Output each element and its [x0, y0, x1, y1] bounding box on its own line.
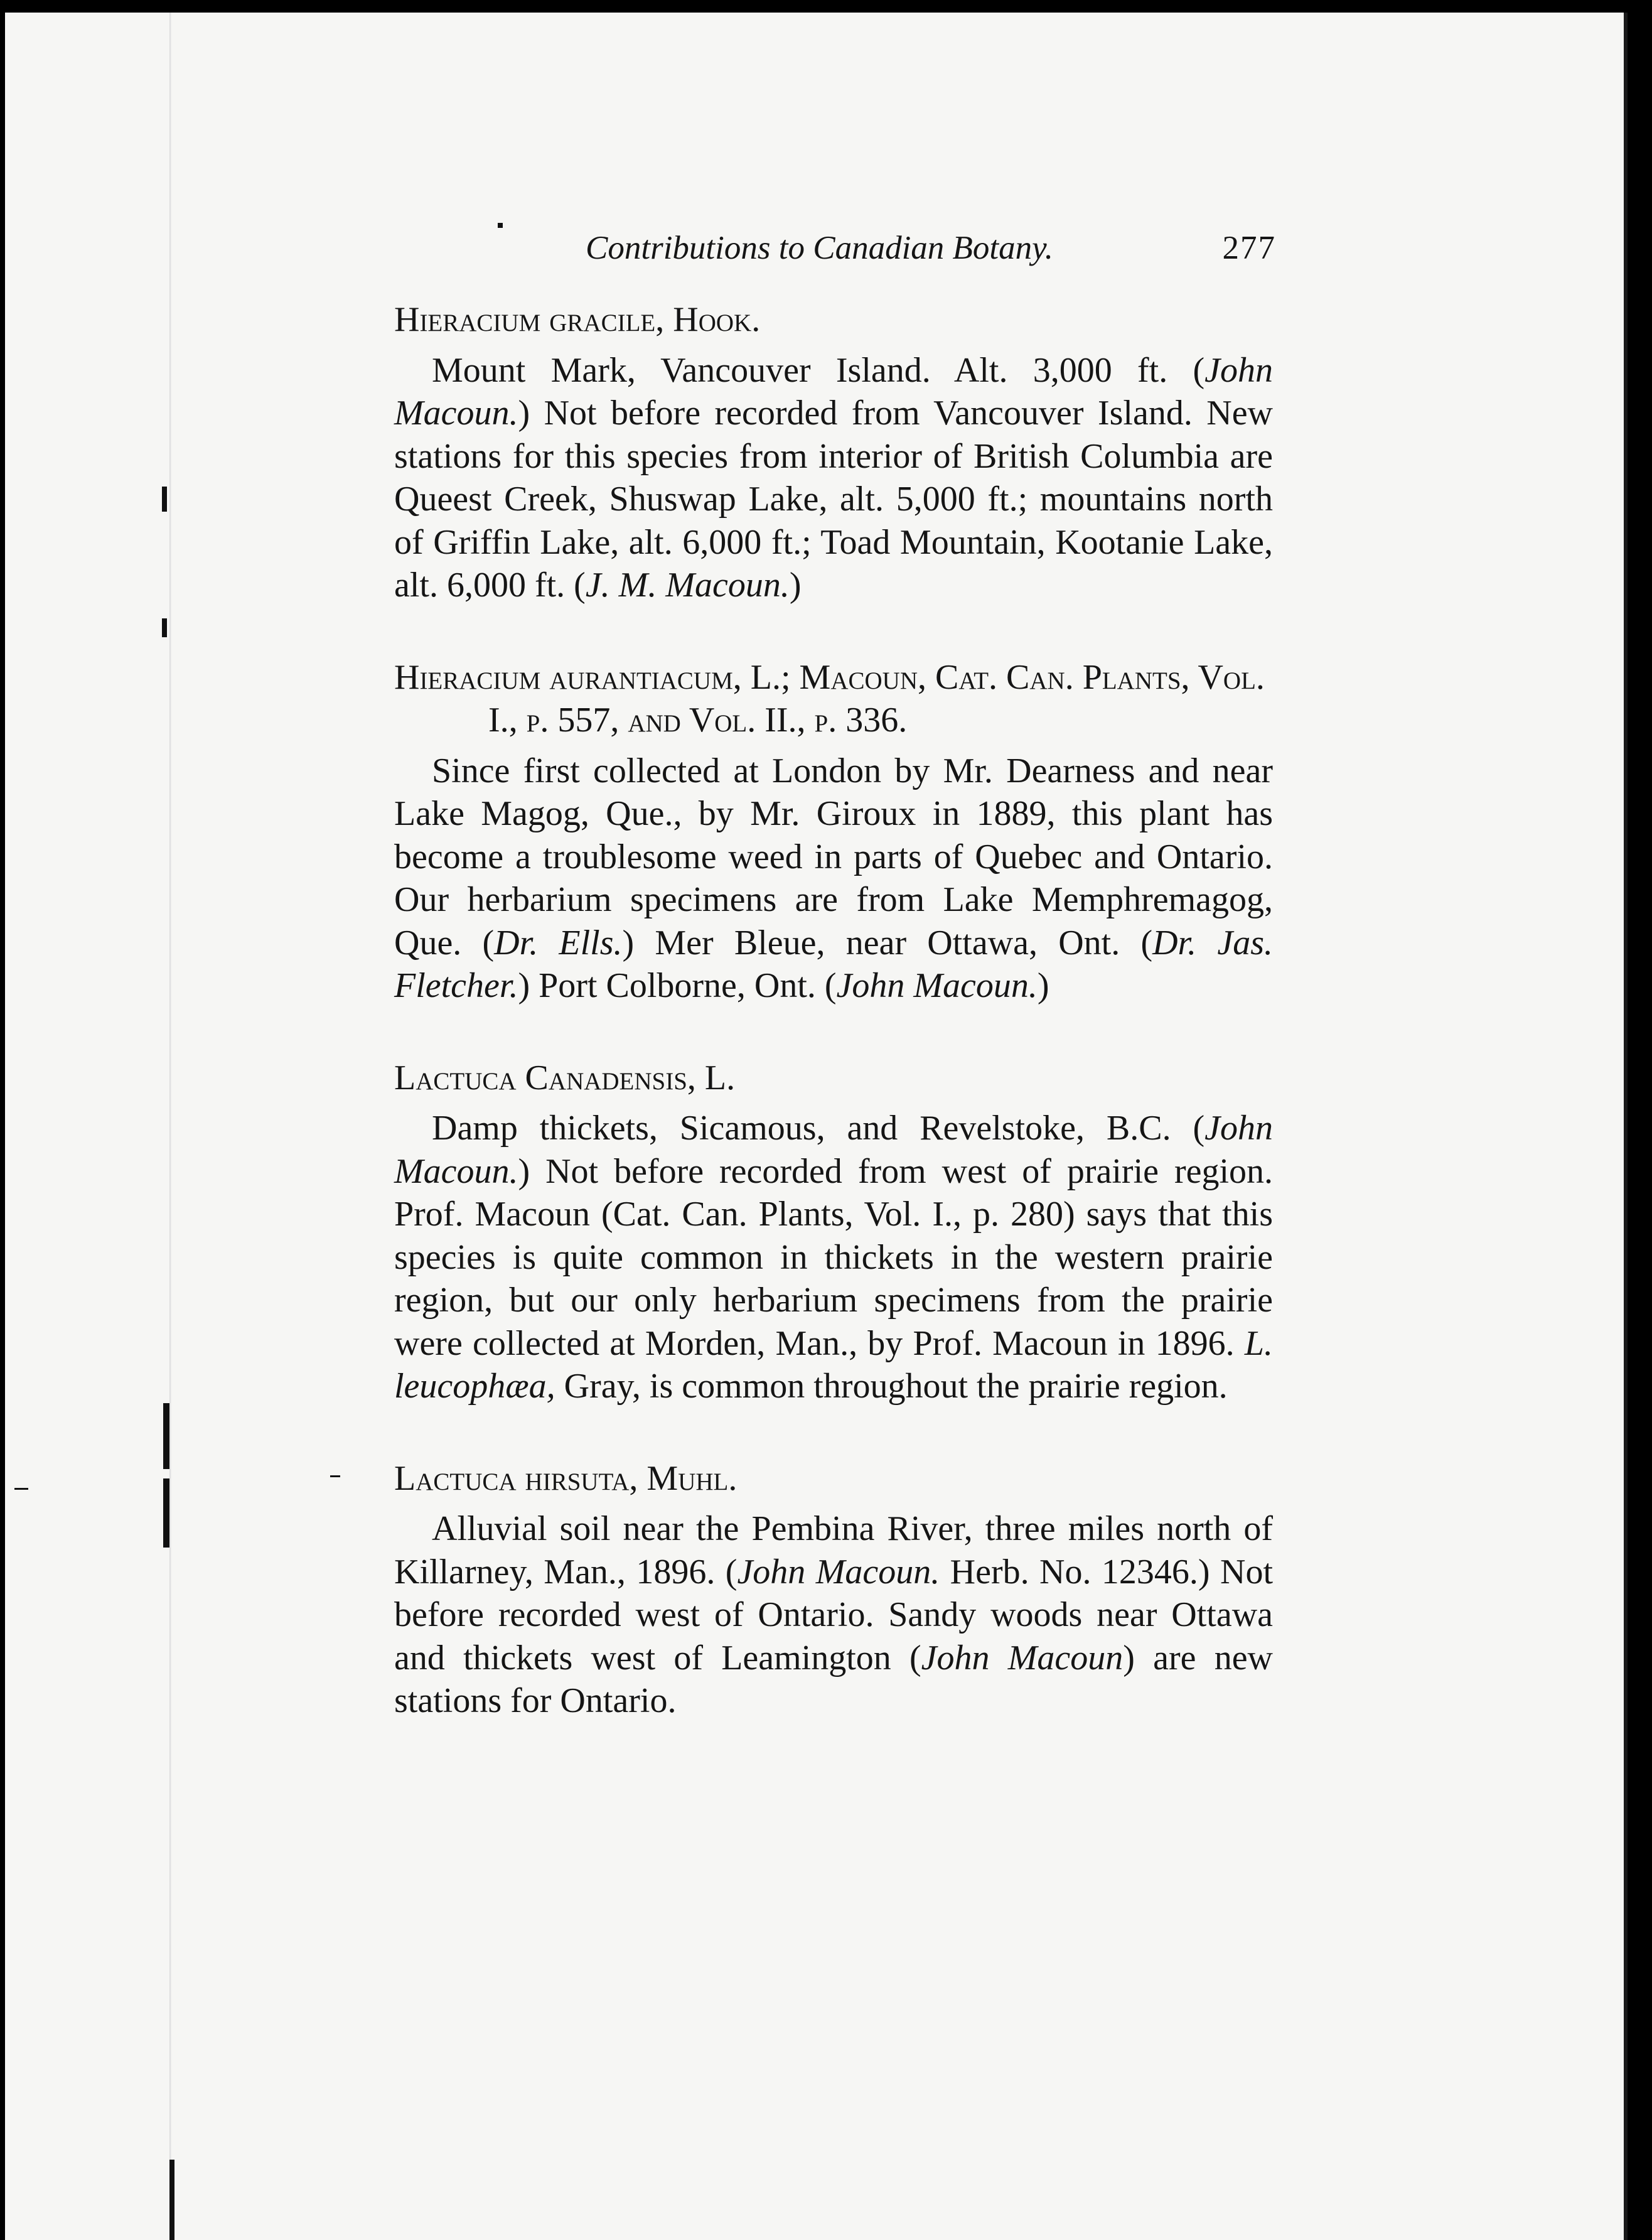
binding-mark	[163, 1478, 169, 1548]
species-paragraph: Since first collected at London by Mr. Dearness and near Lake Magog, Que., by Mr. Giroux in 1889, this plant has become a troublesome weed in parts of Quebec and Ontario. Our herbarium specimens are from Lake Memphremagog, Que. (Dr. Ells.) Mer Bleue, near Ottawa, Ont. (Dr. Jas. Fletcher.) Port Colborne, Ont. (John Macoun.)	[394, 751, 1273, 1005]
species-heading: Hieracium aurantiacum, L.; Macoun, Cat. Can. Plants, Vol. I., p. 557, and Vol. II., p. 336.	[394, 657, 1265, 740]
scan-speck	[330, 1475, 340, 1477]
citation: John Macoun	[921, 1638, 1124, 1677]
species-heading: Hieracium gracile, Hook.	[394, 300, 761, 339]
species-paragraph: Damp thickets, Sicamous, and Revelstoke, B.C. (John Macoun.) Not before recorded from west of prairie region. Prof. Macoun (Cat. Can. Plants, Vol. I., p. 280) says that this species is quite common in thickets in the western prairie region, but our only herbarium specimens from the prairie were collected at Morden, Man., by Prof. Macoun in 1896. L. leucophæa, Gray, is common throughout the prairie region.	[394, 1109, 1273, 1406]
species-entry	[394, 1057, 1273, 1408]
scan-speck	[498, 223, 503, 228]
binding-mark	[162, 618, 167, 637]
citation: John Macoun.	[394, 350, 1273, 433]
species-paragraph: Alluvial soil near the Pembina River, three miles north of Killarney, Man., 1896. (John Macoun. Herb. No. 12346.) Not before recorded west of Ontario. Sandy woods near Ottawa and thickets west of Leamington (John Macoun) are new stations for Ontario.	[394, 1509, 1273, 1720]
species-entry	[394, 656, 1273, 1008]
scan-speck	[14, 1488, 28, 1490]
binding-mark	[162, 487, 167, 512]
species-entry	[394, 298, 1273, 607]
species-entry	[394, 1457, 1273, 1723]
page-fold-shadow	[169, 13, 171, 2240]
running-head	[397, 229, 1276, 279]
species-heading: Lactuca Canadensis, L.	[394, 1058, 736, 1097]
citation: John Macoun.	[737, 1552, 940, 1591]
citation: J. M. Macoun.	[585, 566, 790, 605]
citation: John Macoun.	[394, 1109, 1273, 1191]
page-right-edge	[1624, 13, 1628, 2240]
species-heading: Lactuca hirsuta, Muhl.	[394, 1458, 738, 1498]
body-text	[394, 298, 1273, 1772]
species-paragraph: Mount Mark, Vancouver Island. Alt. 3,000 ft. (John Macoun.) Not before recorded from Vancouver Island. New stations for this species from interior of British Columbia are Queest Creek, Shuswap Lake, alt. 5,000 ft.; mountains north of Griffin Lake, alt. 6,000 ft.; Toad Mountain, Kootanie Lake, alt. 6,000 ft. (J. M. Macoun.)	[394, 350, 1273, 605]
binding-mark	[169, 2160, 174, 2240]
citation: Dr. Ells.	[494, 923, 623, 962]
citation: John Macoun.	[836, 966, 1038, 1005]
citation: L. leucophæa,	[394, 1323, 1273, 1406]
citation: Dr. Jas. Fletcher.	[394, 923, 1273, 1005]
binding-mark	[163, 1403, 169, 1469]
running-title: Contributions to Canadian Botany.	[586, 230, 1054, 266]
page-number: 277	[1222, 230, 1276, 266]
